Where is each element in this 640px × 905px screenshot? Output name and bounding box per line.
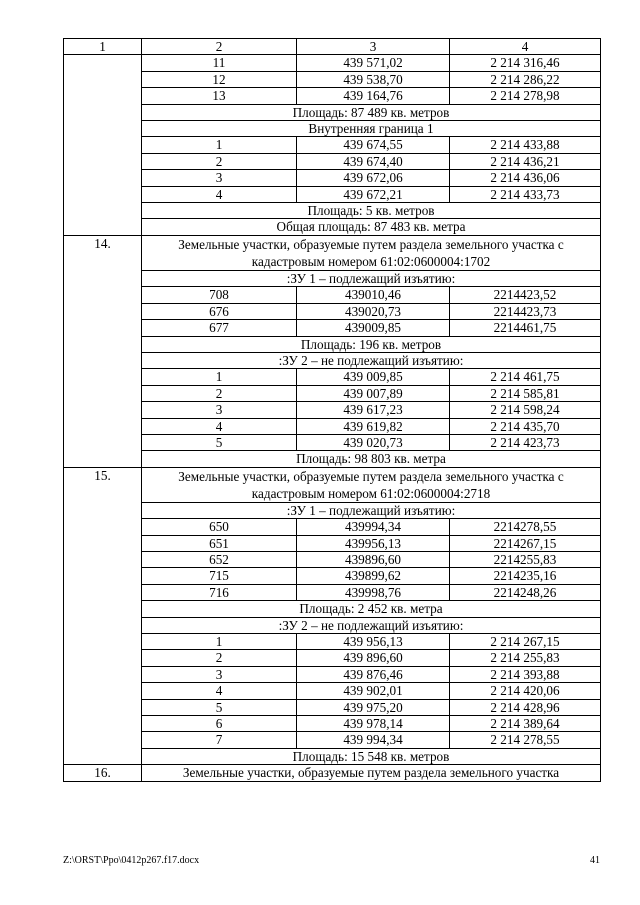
table-caption-row: [64, 121, 601, 137]
table-caption-row: [64, 748, 601, 764]
x-coordinate-cell: 439899,62: [297, 568, 450, 584]
point-number-cell: 3: [142, 402, 297, 418]
table-row: [64, 402, 601, 418]
point-number-cell: 5: [142, 699, 297, 715]
point-number-cell: 13: [142, 88, 297, 104]
table-row: [64, 650, 601, 666]
point-number-cell: 5: [142, 434, 297, 450]
section-title-cell: Земельные участки, образуемые путем раздела земельного участка: [142, 765, 601, 781]
y-coordinate-cell: 2 214 436,06: [450, 170, 601, 186]
table-caption-row: [64, 219, 601, 235]
table-caption-row: [64, 235, 601, 270]
table-caption-row: [64, 601, 601, 617]
table-row: [64, 170, 601, 186]
x-coordinate-cell: 439 674,55: [297, 137, 450, 153]
point-number-cell: 4: [142, 683, 297, 699]
table-caption-row: [64, 467, 601, 502]
x-coordinate-cell: 439 571,02: [297, 55, 450, 71]
point-number-cell: 715: [142, 568, 297, 584]
y-coordinate-cell: 2214423,73: [450, 303, 601, 319]
header-cell: 1: [64, 39, 142, 55]
header-cell: 3: [297, 39, 450, 55]
table-caption-row: [64, 451, 601, 467]
caption-cell: Площадь: 87 489 кв. метров: [142, 104, 601, 120]
caption-cell: Площадь: 2 452 кв. метра: [142, 601, 601, 617]
section-number-cell: 15.: [64, 467, 142, 765]
section-number-cell: [64, 55, 142, 235]
y-coordinate-cell: 2214235,16: [450, 568, 601, 584]
x-coordinate-cell: 439998,76: [297, 584, 450, 600]
footer-page-number: 41: [590, 855, 600, 866]
section-title-cell: Земельные участки, образуемые путем раздела земельного участка с кадастровым номером 61:02:0600004:1702: [142, 235, 601, 270]
table-row: [64, 519, 601, 535]
table-row: [64, 71, 601, 87]
y-coordinate-cell: 2 214 428,96: [450, 699, 601, 715]
table-row: [64, 385, 601, 401]
table-caption-row: [64, 336, 601, 352]
x-coordinate-cell: 439 619,82: [297, 418, 450, 434]
x-coordinate-cell: 439 876,46: [297, 666, 450, 682]
header-cell: 4: [450, 39, 601, 55]
x-coordinate-cell: 439 617,23: [297, 402, 450, 418]
point-number-cell: 11: [142, 55, 297, 71]
table-row: [64, 320, 601, 336]
section-title-cell: Земельные участки, образуемые путем раздела земельного участка с кадастровым номером 61:02:0600004:2718: [142, 467, 601, 502]
x-coordinate-cell: 439 975,20: [297, 699, 450, 715]
point-number-cell: 652: [142, 551, 297, 567]
point-number-cell: 716: [142, 584, 297, 600]
table-caption-row: [64, 502, 601, 518]
caption-cell: Площадь: 196 кв. метров: [142, 336, 601, 352]
table-row: [64, 434, 601, 450]
caption-cell: :ЗУ 1 – подлежащий изъятию:: [142, 270, 601, 286]
table-row: [64, 732, 601, 748]
caption-cell: :ЗУ 2 – не подлежащий изъятию:: [142, 352, 601, 368]
table-caption-row: [64, 104, 601, 120]
caption-cell: :ЗУ 1 – подлежащий изъятию:: [142, 502, 601, 518]
caption-cell: Площадь: 15 548 кв. метров: [142, 748, 601, 764]
table-row: [64, 535, 601, 551]
header-row: [64, 39, 601, 55]
point-number-cell: 1: [142, 634, 297, 650]
table-body: [64, 39, 601, 782]
point-number-cell: 1: [142, 369, 297, 385]
y-coordinate-cell: 2 214 433,73: [450, 186, 601, 202]
point-number-cell: 3: [142, 170, 297, 186]
x-coordinate-cell: 439 020,73: [297, 434, 450, 450]
point-number-cell: 3: [142, 666, 297, 682]
table-row: [64, 186, 601, 202]
table-row: [64, 88, 601, 104]
x-coordinate-cell: 439896,60: [297, 551, 450, 567]
x-coordinate-cell: 439 956,13: [297, 634, 450, 650]
point-number-cell: 12: [142, 71, 297, 87]
table-row: [64, 287, 601, 303]
table-caption-row: [64, 765, 601, 781]
table-row: [64, 666, 601, 682]
y-coordinate-cell: 2214461,75: [450, 320, 601, 336]
point-number-cell: 6: [142, 716, 297, 732]
caption-cell: Общая площадь: 87 483 кв. метра: [142, 219, 601, 235]
y-coordinate-cell: 2 214 278,55: [450, 732, 601, 748]
point-number-cell: 1: [142, 137, 297, 153]
y-coordinate-cell: 2 214 435,70: [450, 418, 601, 434]
table-caption-row: [64, 203, 601, 219]
section-number-cell: 16.: [64, 765, 142, 781]
point-number-cell: 650: [142, 519, 297, 535]
table-caption-row: [64, 617, 601, 633]
table-row: [64, 369, 601, 385]
x-coordinate-cell: 439 902,01: [297, 683, 450, 699]
footer-file-path: Z:\ORST\Ppo\0412p267.f17.docx: [63, 855, 200, 866]
table-row: [64, 568, 601, 584]
x-coordinate-cell: 439 674,40: [297, 153, 450, 169]
point-number-cell: 2: [142, 650, 297, 666]
x-coordinate-cell: 439 164,76: [297, 88, 450, 104]
x-coordinate-cell: 439 007,89: [297, 385, 450, 401]
table-row: [64, 137, 601, 153]
table-row: [64, 584, 601, 600]
y-coordinate-cell: 2 214 433,88: [450, 137, 601, 153]
y-coordinate-cell: 2214278,55: [450, 519, 601, 535]
table-row: [64, 551, 601, 567]
x-coordinate-cell: 439009,85: [297, 320, 450, 336]
x-coordinate-cell: 439956,13: [297, 535, 450, 551]
y-coordinate-cell: 2 214 436,21: [450, 153, 601, 169]
y-coordinate-cell: 2 214 461,75: [450, 369, 601, 385]
x-coordinate-cell: 439 009,85: [297, 369, 450, 385]
y-coordinate-cell: 2 214 286,22: [450, 71, 601, 87]
point-number-cell: 7: [142, 732, 297, 748]
x-coordinate-cell: 439 896,60: [297, 650, 450, 666]
x-coordinate-cell: 439010,46: [297, 287, 450, 303]
table-row: [64, 55, 601, 71]
x-coordinate-cell: 439 538,70: [297, 71, 450, 87]
point-number-cell: 2: [142, 153, 297, 169]
table-row: [64, 683, 601, 699]
y-coordinate-cell: 2 214 389,64: [450, 716, 601, 732]
caption-cell: :ЗУ 2 – не подлежащий изъятию:: [142, 617, 601, 633]
point-number-cell: 708: [142, 287, 297, 303]
y-coordinate-cell: 2 214 423,73: [450, 434, 601, 450]
table-row: [64, 699, 601, 715]
point-number-cell: 2: [142, 385, 297, 401]
table-row: [64, 418, 601, 434]
y-coordinate-cell: 2 214 278,98: [450, 88, 601, 104]
x-coordinate-cell: 439994,34: [297, 519, 450, 535]
y-coordinate-cell: 2214248,26: [450, 584, 601, 600]
y-coordinate-cell: 2 214 585,81: [450, 385, 601, 401]
header-cell: 2: [142, 39, 297, 55]
point-number-cell: 676: [142, 303, 297, 319]
table-row: [64, 303, 601, 319]
x-coordinate-cell: 439 672,06: [297, 170, 450, 186]
y-coordinate-cell: 2 214 598,24: [450, 402, 601, 418]
table-row: [64, 153, 601, 169]
caption-cell: Площадь: 5 кв. метров: [142, 203, 601, 219]
y-coordinate-cell: 2214255,83: [450, 551, 601, 567]
y-coordinate-cell: 2214267,15: [450, 535, 601, 551]
point-number-cell: 4: [142, 418, 297, 434]
table-caption-row: [64, 270, 601, 286]
y-coordinate-cell: 2 214 316,46: [450, 55, 601, 71]
table-caption-row: [64, 352, 601, 368]
table-row: [64, 634, 601, 650]
point-number-cell: 677: [142, 320, 297, 336]
y-coordinate-cell: 2 214 267,15: [450, 634, 601, 650]
point-number-cell: 4: [142, 186, 297, 202]
y-coordinate-cell: 2 214 420,06: [450, 683, 601, 699]
caption-cell: Внутренняя граница 1: [142, 121, 601, 137]
caption-cell: Площадь: 98 803 кв. метра: [142, 451, 601, 467]
section-number-cell: 14.: [64, 235, 142, 467]
y-coordinate-cell: 2 214 393,88: [450, 666, 601, 682]
x-coordinate-cell: 439 994,34: [297, 732, 450, 748]
x-coordinate-cell: 439020,73: [297, 303, 450, 319]
y-coordinate-cell: 2214423,52: [450, 287, 601, 303]
table-row: [64, 716, 601, 732]
y-coordinate-cell: 2 214 255,83: [450, 650, 601, 666]
x-coordinate-cell: 439 978,14: [297, 716, 450, 732]
coordinates-table: [63, 38, 601, 782]
point-number-cell: 651: [142, 535, 297, 551]
x-coordinate-cell: 439 672,21: [297, 186, 450, 202]
